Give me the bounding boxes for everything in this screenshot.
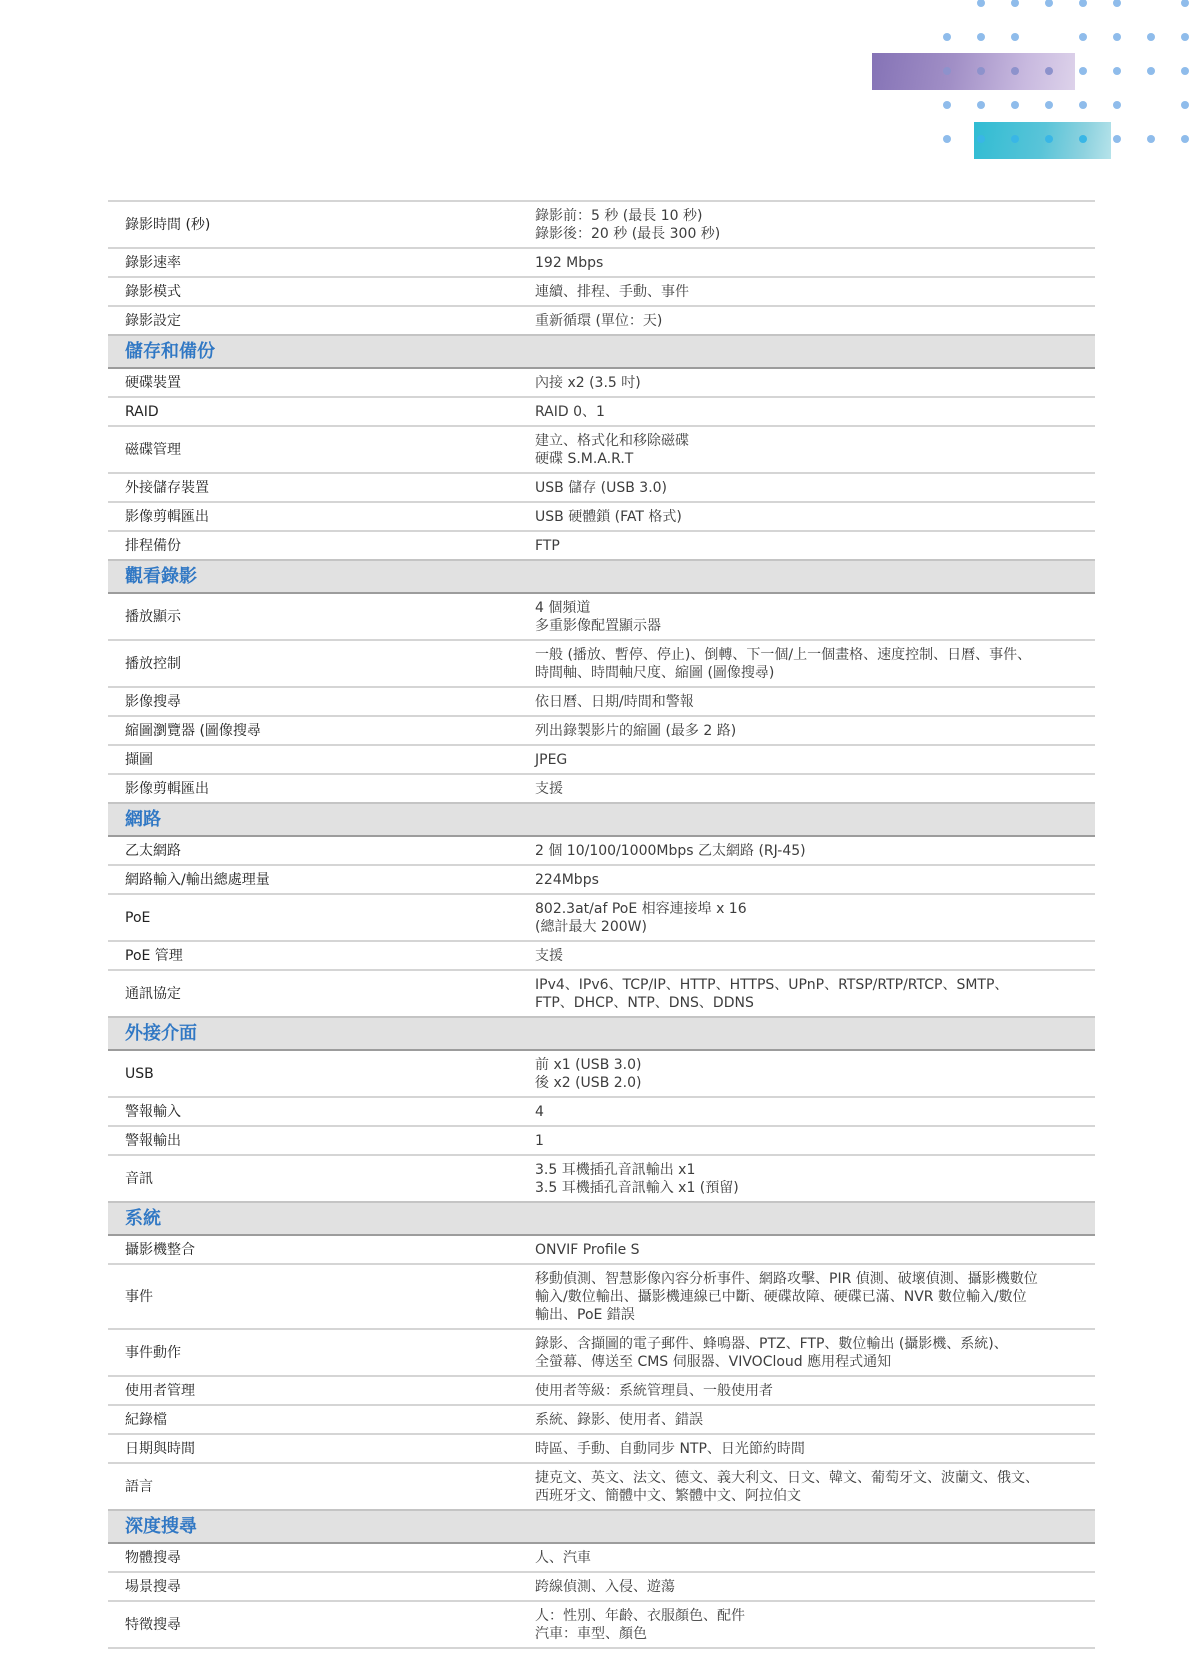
spec-row [108,1097,1095,1126]
spec-row [108,277,1095,306]
decor-dot [943,67,951,75]
spec-value-line: 重新循環 (單位：天) [535,312,663,329]
spec-row [108,1543,1095,1572]
spec-value-line: 人、汽車 [535,1549,591,1566]
spec-label: 縮圖瀏覽器 (圖像搜尋 [108,716,525,745]
spec-row [108,1405,1095,1434]
decor-dot [1011,67,1019,75]
spec-row [108,687,1095,716]
spec-value [525,1405,1095,1434]
spec-row [108,1329,1095,1376]
spec-value-line: 西班牙文、簡體中文、繁體中文、阿拉伯文 [535,1487,801,1504]
decor-dot [1079,33,1087,41]
spec-value-line: 捷克文、英文、法文、德文、義大利文、日文、韓文、葡萄牙文、波蘭文、俄文、 [535,1469,1039,1486]
spec-value-line: 時間軸、時間軸尺度、縮圖 (圖像搜尋) [535,664,775,681]
spec-value [525,1155,1095,1202]
spec-value [525,397,1095,426]
spec-label: 錄影速率 [108,248,525,277]
spec-label: USB [108,1050,525,1097]
section-title: 系統 [108,1202,1095,1235]
spec-value [525,1434,1095,1463]
decor-dot [1011,0,1019,7]
spec-value-line: 內接 x2 (3.5 吋) [535,374,641,391]
decor-dot [1011,101,1019,109]
spec-label: 音訊 [108,1155,525,1202]
spec-label: 事件 [108,1264,525,1329]
spec-value [525,1050,1095,1097]
spec-row [108,1463,1095,1510]
spec-value-line: 汽車：車型、顏色 [535,1625,647,1642]
spec-value-line: 3.5 耳機插孔音訊輸入 x1 (預留) [535,1179,739,1196]
cyan-gradient-bar [974,122,1111,159]
spec-value-line: 支援 [535,947,563,964]
spec-label: 事件動作 [108,1329,525,1376]
spec-row [108,941,1095,970]
spec-label: 硬碟裝置 [108,368,525,397]
spec-row [108,1572,1095,1601]
spec-value-line: 跨線偵測、入侵、遊蕩 [535,1578,675,1595]
spec-value-line: USB 硬體鎖 (FAT 格式) [535,508,682,525]
spec-label: 使用者管理 [108,1376,525,1405]
spec-row [108,1235,1095,1264]
spec-label: PoE 管理 [108,941,525,970]
spec-value [525,1376,1095,1405]
spec-value [525,1329,1095,1376]
spec-value [525,865,1095,894]
spec-value [525,502,1095,531]
spec-value-line: 時區、手動、自動同步 NTP、日光節約時間 [535,1440,805,1457]
decor-dot [1045,0,1053,7]
spec-value-line: RAID 0、1 [535,403,605,420]
decor-dot [1113,67,1121,75]
spec-row [108,531,1095,560]
spec-value-line: 4 [535,1103,544,1120]
spec-value-line: 224Mbps [535,871,599,888]
spec-value-line: JPEG [535,751,568,768]
spec-label: 擷圖 [108,745,525,774]
spec-value-line: FTP、DHCP、NTP、DNS、DDNS [535,994,754,1011]
decor-dot [1181,67,1189,75]
spec-row [108,426,1095,473]
section-header [108,1510,1095,1543]
spec-value-line: 前 x1 (USB 3.0) [535,1056,642,1073]
spec-row [108,397,1095,426]
decor-dot [943,33,951,41]
spec-value-line: 支援 [535,780,563,797]
spec-row [108,1434,1095,1463]
spec-label: 語言 [108,1463,525,1510]
decor-dot [1079,0,1087,7]
spec-value-line: 人：性別、年齡、衣服顏色、配件 [535,1607,745,1624]
spec-value-line: 使用者等級：系統管理員、一般使用者 [535,1382,773,1399]
section-header [108,1017,1095,1050]
section-header [108,560,1095,593]
spec-row [108,865,1095,894]
decor-dot [1113,0,1121,7]
spec-label: 乙太網路 [108,836,525,865]
spec-row [108,1126,1095,1155]
decor-dot [977,67,985,75]
section-title: 網路 [108,803,1095,836]
spec-value-line: 移動偵測、智慧影像內容分析事件、網路攻擊、PIR 偵測、破壞偵測、攝影機數位 [535,1270,1038,1287]
header-decoration [0,0,1200,170]
spec-value-line: 列出錄製影片的縮圖 (最多 2 路) [535,722,737,739]
spec-label: 排程備份 [108,531,525,560]
decor-dot [1045,101,1053,109]
spec-value-line: 錄影後：20 秒 (最長 300 秒) [535,225,721,242]
decor-dot [977,101,985,109]
spec-row [108,836,1095,865]
spec-label: 影像剪輯匯出 [108,774,525,803]
spec-label: 通訊協定 [108,970,525,1017]
spec-value-line: 硬碟 S.M.A.R.T [535,450,634,467]
spec-value-line: 802.3at/af PoE 相容連接埠 x 16 [535,900,747,917]
spec-value-line: 3.5 耳機插孔音訊輸出 x1 [535,1161,696,1178]
spec-value-line: 錄影前：5 秒 (最長 10 秒) [535,207,703,224]
spec-row [108,1050,1095,1097]
decor-dot [1045,67,1053,75]
decor-dot [1147,67,1155,75]
spec-value-line: IPv4、IPv6、TCP/IP、HTTP、HTTPS、UPnP、RTSP/RTP/RTCP、SMTP、 [535,976,1009,993]
spec-value-line: (總計最大 200W) [535,918,647,935]
spec-row [108,368,1095,397]
spec-value [525,201,1095,248]
spec-value [525,1126,1095,1155]
spec-value [525,745,1095,774]
spec-value-line: 全螢幕、傳送至 CMS 伺服器、VIVOCloud 應用程式通知 [535,1353,892,1370]
spec-value-line: FTP [535,537,560,554]
spec-row [108,1601,1095,1648]
spec-value [525,593,1095,640]
decor-dot [1181,0,1189,7]
spec-label: 播放控制 [108,640,525,687]
spec-value-line: ONVIF Profile S [535,1241,640,1258]
decor-dot [1181,101,1189,109]
spec-value [525,1543,1095,1572]
spec-row [108,502,1095,531]
spec-value-line: 系統、錄影、使用者、錯誤 [535,1411,703,1428]
spec-row [108,306,1095,335]
spec-row [108,774,1095,803]
spec-value-line: 建立、格式化和移除磁碟 [535,432,689,449]
spec-value-line: 輸入/數位輸出、攝影機連線已中斷、硬碟故障、硬碟已滿、NVR 數位輸入/數位 [535,1288,1027,1305]
spec-label: 網路輸入/輸出總處理量 [108,865,525,894]
spec-value [525,531,1095,560]
spec-label: 播放顯示 [108,593,525,640]
decor-dot [1113,101,1121,109]
spec-label: 影像搜尋 [108,687,525,716]
section-title: 觀看錄影 [108,560,1095,593]
spec-value-line: 一般 (播放、暫停、停止)、倒轉、下一個/上一個畫格、速度控制、日曆、事件、 [535,646,1032,663]
decor-dot [1045,135,1053,143]
decor-dot [1113,135,1121,143]
spec-value-line: 多重影像配置顯示器 [535,617,661,634]
section-title: 外接介面 [108,1017,1095,1050]
spec-row [108,248,1095,277]
spec-label: 錄影模式 [108,277,525,306]
decor-dot [943,135,951,143]
decor-dot [977,33,985,41]
spec-value [525,1601,1095,1648]
spec-value [525,687,1095,716]
section-header [108,803,1095,836]
spec-value [525,306,1095,335]
decor-dot [977,135,985,143]
spec-row [108,473,1095,502]
spec-row [108,640,1095,687]
spec-label: 攝影機整合 [108,1235,525,1264]
spec-value-line: 192 Mbps [535,254,604,271]
spec-label: 錄影設定 [108,306,525,335]
spec-value [525,1463,1095,1510]
spec-value [525,894,1095,941]
spec-label: PoE [108,894,525,941]
decor-dot [1181,135,1189,143]
spec-label: 紀錄檔 [108,1405,525,1434]
spec-value-line: 錄影、含擷圖的電子郵件、蜂鳴器、PTZ、FTP、數位輸出 (攝影機、系統)、 [535,1335,1008,1352]
decor-dot [1011,135,1019,143]
spec-label: 警報輸出 [108,1126,525,1155]
spec-label: 特徵搜尋 [108,1601,525,1648]
spec-row [108,593,1095,640]
decor-dot [1011,33,1019,41]
spec-row [108,1155,1095,1202]
spec-value [525,970,1095,1017]
spec-value-line: 依日曆、日期/時間和警報 [535,693,694,710]
decor-dot [943,101,951,109]
spec-value-line: USB 儲存 (USB 3.0) [535,479,668,496]
section-title: 深度搜尋 [108,1510,1095,1543]
spec-value [525,941,1095,970]
decor-dot [1181,33,1189,41]
spec-label: 日期與時間 [108,1434,525,1463]
spec-table [108,200,1095,1649]
section-header [108,1202,1095,1235]
spec-label: 影像剪輯匯出 [108,502,525,531]
spec-value-line: 4 個頻道 [535,599,591,616]
spec-value [525,426,1095,473]
spec-row [108,1376,1095,1405]
spec-value [525,640,1095,687]
spec-value-line: 後 x2 (USB 2.0) [535,1074,642,1091]
spec-row [108,716,1095,745]
spec-value [525,1572,1095,1601]
spec-value [525,716,1095,745]
spec-value [525,368,1095,397]
decor-dot [1113,33,1121,41]
spec-value-line: 1 [535,1132,544,1149]
spec-value-line: 2 個 10/100/1000Mbps 乙太網路 (RJ-45) [535,842,806,859]
spec-value-line: 連續、排程、手動、事件 [535,283,689,300]
spec-value [525,473,1095,502]
decor-dot [1147,135,1155,143]
decor-dot [1147,33,1155,41]
spec-value [525,1097,1095,1126]
spec-label: 磁碟管理 [108,426,525,473]
spec-row [108,1264,1095,1329]
spec-label: 警報輸入 [108,1097,525,1126]
spec-label: 場景搜尋 [108,1572,525,1601]
spec-row [108,201,1095,248]
spec-value [525,1235,1095,1264]
spec-row [108,894,1095,941]
spec-value [525,836,1095,865]
section-title: 儲存和備份 [108,335,1095,368]
spec-label: 外接儲存裝置 [108,473,525,502]
spec-row [108,970,1095,1017]
decor-dot [1079,101,1087,109]
spec-value [525,248,1095,277]
spec-label: 錄影時間 (秒) [108,201,525,248]
spec-value [525,1264,1095,1329]
section-header [108,335,1095,368]
spec-value-line: 輸出、PoE 錯誤 [535,1306,635,1323]
spec-label: RAID [108,397,525,426]
decor-dot [1079,135,1087,143]
spec-row [108,745,1095,774]
spec-value [525,277,1095,306]
spec-label: 物體搜尋 [108,1543,525,1572]
spec-value [525,774,1095,803]
decor-dot [977,0,985,7]
decor-dot [1079,67,1087,75]
